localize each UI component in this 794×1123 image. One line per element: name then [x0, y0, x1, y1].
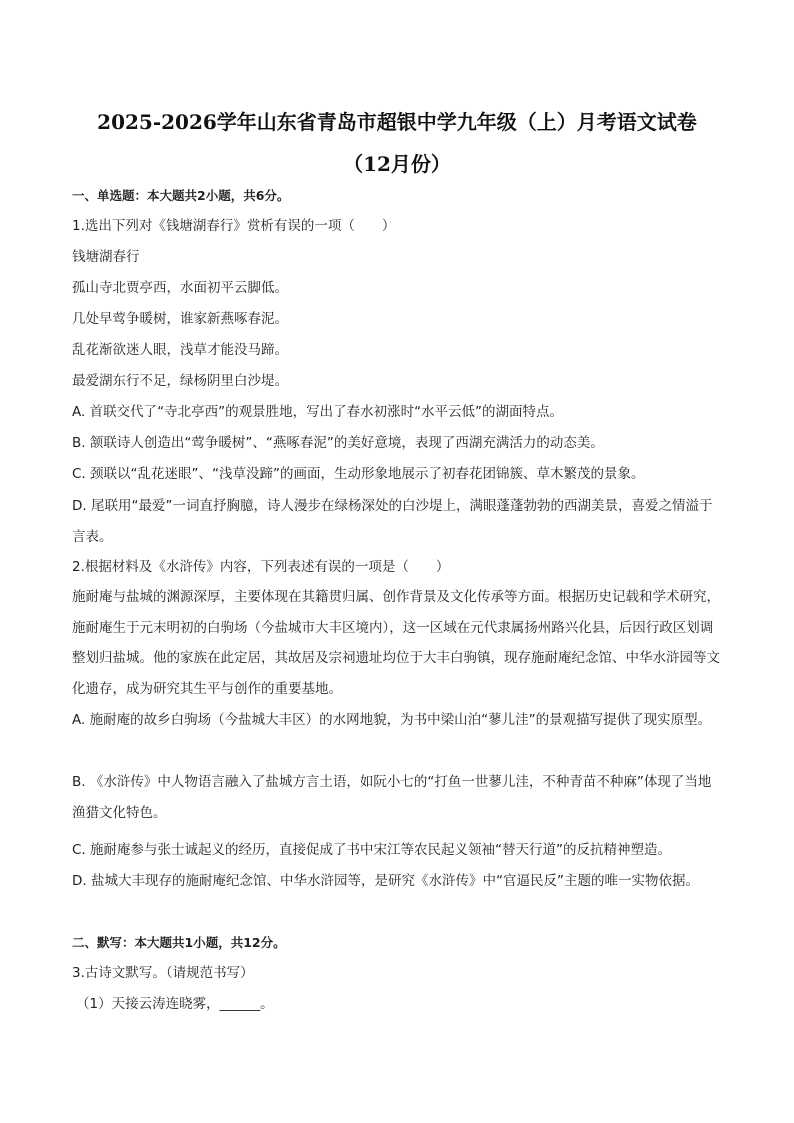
question-1-option-c: C. 颈联以“乱花迷眼”、“浅草没蹄”的画面，生动形象地展示了初春花团锦簇、草木繁茂的景象。: [72, 466, 645, 482]
poem-line: 几处早莺争暖树，谁家新燕啄春泥。: [72, 311, 288, 327]
question-2-option-c: C. 施耐庵参与张士诚起义的经历，直接促成了书中宋江等农民起义领袖“替天行道”的反抗精神塑造。: [72, 842, 671, 858]
question-2-option-a: A. 施耐庵的故乡白驹场（今盐城大丰区）的水网地貌，为书中梁山泊“蓼儿洼”的景观描写提供了现实原型。: [72, 712, 712, 728]
poem-line: 乱花渐欲迷人眼，浅草才能没马蹄。: [72, 342, 288, 358]
section-heading-single-choice: 一、单选题：本大题共2小题，共6分。: [72, 188, 290, 203]
exam-title: 2025-2026学年山东省青岛市超银中学九年级（上）月考语文试卷: [97, 110, 697, 134]
question-1-stem: 1.选出下列对《钱塘湖春行》赏析有误的一项（ ）: [72, 218, 396, 234]
question-1-option-b: B. 颔联诗人创造出“莺争暖树”、“燕啄春泥”的美好意境，表现了西湖充满活力的动态美。: [72, 435, 604, 451]
question-2-option-d: D. 盐城大丰现存的施耐庵纪念馆、中华水浒园等，是研究《水浒传》中“官逼民反”主题的唯一实物依据。: [72, 873, 699, 889]
poem-title: 钱塘湖春行: [72, 249, 140, 265]
section-heading-dictation: 二、默写：本大题共1小题，共12分。: [72, 935, 286, 950]
poem-line: 最爱湖东行不足，绿杨阴里白沙堤。: [72, 373, 288, 389]
question-1-option-d: D. 尾联用“最爱”一词直抒胸臆，诗人漫步在绿杨深处的白沙堤上，满眼蓬蓬勃勃的西湖美景，喜爱之情溢于言表。: [72, 498, 713, 545]
question-2-material: 施耐庵与盐城的渊源深厚，主要体现在其籍贯归属、创作背景及文化传承等方面。根据历史记载和学术研究，施耐庵生于元末明初的白驹场（今盐城市大丰区境内），这一区域在元代隶属扬州路兴化县，后因行政区划调整划归盐城。他的家族在此定居，其故居及宗祠遗址均位于大丰白驹镇，现存施耐庵纪念馆、中华水浒园等文化遗存，成为研究其生平与创作的重要基地。: [72, 589, 720, 697]
question-2-option-b: B. 《水浒传》中人物语言融入了盐城方言土语，如阮小七的“打鱼一世蓼儿洼，不种青苗不种麻”体现了当地渔猎文化特色。: [72, 774, 712, 821]
question-3-stem: 3.古诗文默写。（请规范书写）: [72, 965, 254, 981]
question-3-item-1: （1）天接云涛连晓雾，______。: [76, 996, 274, 1012]
question-1-option-a: A. 首联交代了“寺北亭西”的观景胜地，写出了春水初涨时“水平云低”的湖面特点。: [72, 404, 564, 420]
poem-line: 孤山寺北贾亭西，水面初平云脚低。: [72, 280, 288, 296]
exam-subtitle: （12月份）: [343, 152, 451, 176]
question-2-stem: 2.根据材料及《水浒传》内容，下列表述有误的一项是（ ）: [72, 559, 450, 575]
